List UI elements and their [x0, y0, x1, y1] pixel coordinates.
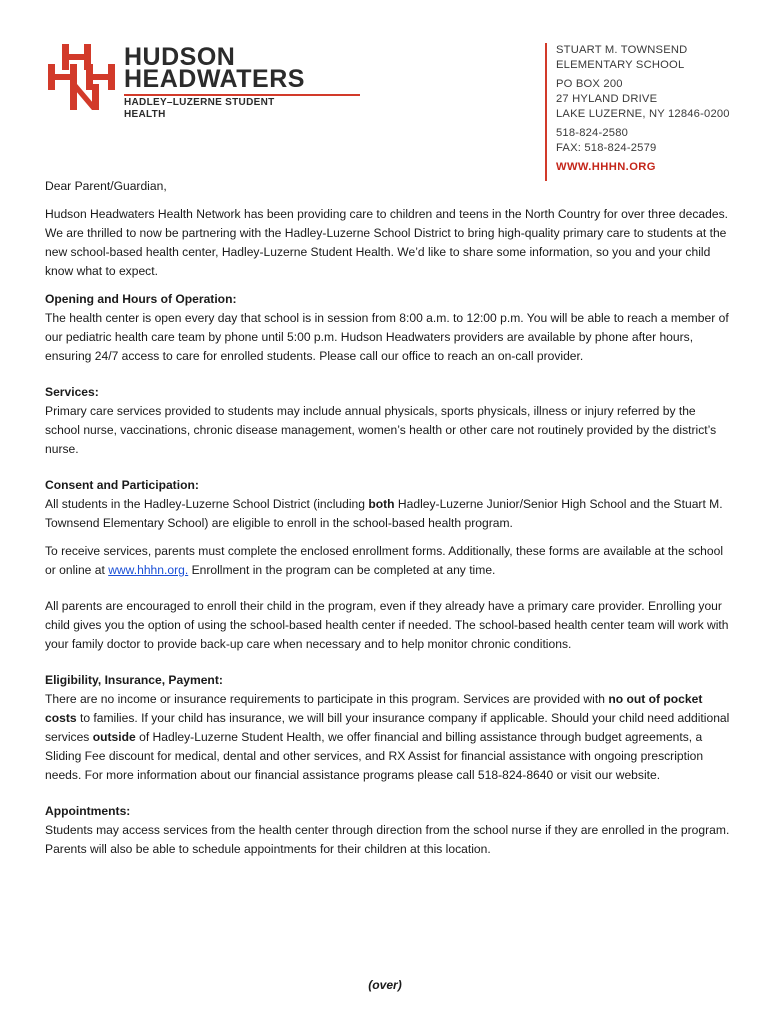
letter-body [45, 177, 730, 868]
appointments-paragraph: Students may access services from the health center through direction from the school nurse if they are enrolled in the program. Parents will also be able to schedule appointments for their children at this location. [45, 823, 730, 856]
school-name-line1: STUART M. TOWNSEND [556, 44, 688, 56]
website-link[interactable]: WWW.HHHN.ORG [556, 161, 656, 173]
salutation: Dear Parent/Guardian, [45, 179, 167, 193]
consent-heading: Consent and Participation: [45, 478, 199, 492]
logo-divider [124, 94, 360, 96]
po-box: PO BOX 200 [556, 78, 623, 90]
page-footer-over: (over) [368, 978, 402, 992]
street-address: 27 HYLAND DRIVE [556, 93, 658, 105]
logo-line2: HEADWATERS [124, 65, 305, 93]
hudson-headwaters-logo [46, 43, 316, 120]
hours-paragraph: The health center is open every day that school is in session from 8:00 a.m. to 12:00 p.m. You will be able to reach a member of our pediatric health care team by phone until 5:00 p.m. Hudson Headwaters providers are available by phone after hours, ensuring 24/7 access to care for enrolled students. Please call our office to reach an on-call provider. [45, 311, 729, 363]
logo-subtitle: HADLEY–LUZERNE STUDENT HEALTH [124, 97, 275, 120]
phone-number: 518-824-2580 [556, 127, 629, 139]
logo-line1: HUDSON [124, 43, 236, 71]
hhhn-website-link[interactable]: www.hhhn.org. [108, 563, 189, 577]
services-paragraph: Primary care services provided to students may include annual physicals, sports physicals, illness or injury referred by the school nurse, vaccinations, chronic disease management, women’s health or other care not routinely provided by the district’s nurse. [45, 404, 717, 456]
enrollment-forms-paragraph: To receive services, parents must complete the enclosed enrollment forms. Additionally, these forms are available at the school or online at www.hhhn.org. Enrollment in the program can be completed at any time. [45, 544, 724, 577]
eligibility-heading: Eligibility, Insurance, Payment: [45, 673, 223, 687]
services-heading: Services: [45, 385, 99, 399]
hours-heading: Opening and Hours of Operation: [45, 292, 237, 306]
encourage-enroll-paragraph: All parents are encouraged to enroll their child in the program, even if they already have a primary care provider. Enrolling your child gives you the option of using the school-based health center if needed. The school-based health center team will work with your family doctor to provide back-up care when necessary and to help monitor chronic conditions. [45, 599, 729, 651]
hhn-monogram-icon [46, 44, 118, 110]
school-address-block [545, 43, 766, 181]
appointments-heading: Appointments: [45, 804, 131, 818]
fax-number: FAX: 518-824-2579 [556, 142, 657, 154]
eligibility-paragraph: There are no income or insurance requirements to participate in this program. Services are provided with no out of pocket costs to families. If your child has insurance, we will bill your insurance company if applicable. Should your child need additional services outside of Hadley-Luzerne Student Health, we offer financial and billing assistance through budget agreements, a Sliding Fee discount for medical, dental and other services, and RX Assist for financial assistance with ongoing prescription needs. For more information about our financial assistance programs please call 518-824-8640 or visit our website. [45, 692, 730, 782]
school-name-line2: ELEMENTARY SCHOOL [556, 59, 685, 71]
consent-paragraph: All students in the Hadley-Luzerne School District (including both Hadley-Luzerne Junior/Senior High School and the Stuart M. Townsend Elementary School) are eligible to enroll in the school-based health program. [45, 497, 723, 530]
city-state-zip: LAKE LUZERNE, NY 12846-0200 [556, 108, 730, 120]
intro-paragraph: Hudson Headwaters Health Network has been providing care to children and teens in the North Country for over three decades. We are thrilled to now be partnering with the Hadley-Luzerne School District to bring high-quality primary care to students at the new school-based health center, Hadley-Luzerne Student Health. We’d like to share some information, so you and your child know what to expect. [45, 207, 729, 278]
